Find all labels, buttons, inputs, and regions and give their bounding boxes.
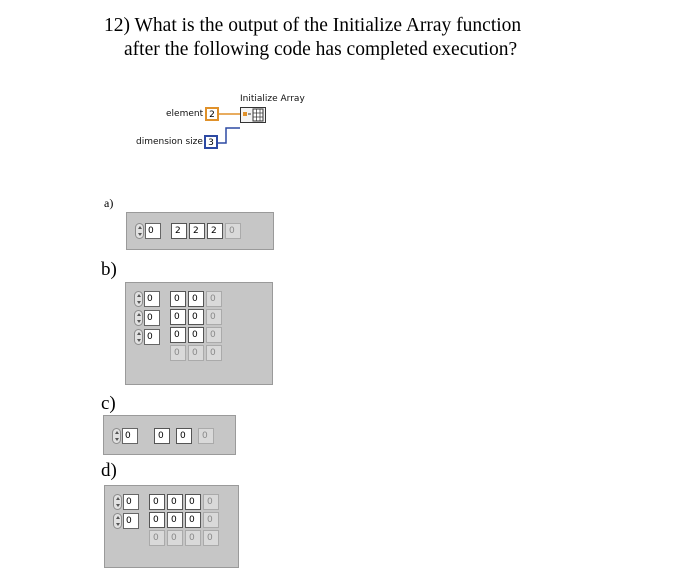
increment-decrement-icon[interactable]	[113, 513, 122, 529]
array-element[interactable]: 0	[170, 309, 186, 325]
array-element[interactable]: 0	[206, 309, 222, 325]
option-b-grid	[170, 291, 222, 361]
option-d-index	[113, 494, 139, 529]
option-c-index	[112, 428, 138, 444]
array-element[interactable]: 0	[167, 494, 183, 510]
index-value[interactable]: 0	[144, 329, 160, 345]
array-element[interactable]: 0	[170, 345, 186, 361]
option-b-array-panel	[125, 282, 273, 385]
element-constant[interactable]: 2	[205, 107, 219, 121]
array-element[interactable]: 0	[149, 530, 165, 546]
option-b-index	[134, 291, 160, 345]
question-text	[104, 14, 664, 62]
index-value[interactable]: 0	[144, 310, 160, 326]
index-control[interactable]	[113, 513, 139, 529]
array-element[interactable]: 0	[149, 512, 165, 528]
dimension-size-label: dimension size	[136, 137, 203, 147]
increment-decrement-icon[interactable]	[134, 329, 143, 345]
index-control[interactable]	[135, 223, 161, 239]
array-element[interactable]: 0	[206, 291, 222, 307]
array-element[interactable]: 0	[188, 291, 204, 307]
option-d-array-panel	[104, 485, 239, 568]
option-c-grid	[154, 428, 214, 444]
option-d-label: d)	[101, 460, 117, 481]
index-value[interactable]: 0	[123, 513, 139, 529]
increment-decrement-icon[interactable]	[134, 291, 143, 307]
option-a-array-panel	[126, 212, 274, 250]
array-element[interactable]: 0	[167, 512, 183, 528]
array-element[interactable]: 2	[207, 223, 223, 239]
option-a-label: a)	[104, 196, 114, 210]
array-element[interactable]: 0	[170, 327, 186, 343]
increment-decrement-icon[interactable]	[112, 428, 121, 444]
question-line-1: 12) What is the output of the Initialize Array function	[104, 15, 522, 36]
option-c-label: c)	[101, 393, 116, 414]
array-element[interactable]: 0	[185, 530, 201, 546]
increment-decrement-icon[interactable]	[134, 310, 143, 326]
dimension-size-constant[interactable]: 3	[204, 135, 218, 149]
wires	[218, 106, 244, 146]
option-a-grid	[171, 223, 241, 239]
array-element[interactable]: 0	[154, 428, 170, 444]
array-element[interactable]: 0	[198, 428, 214, 444]
index-control[interactable]	[134, 310, 160, 326]
array-element[interactable]: 0	[149, 494, 165, 510]
array-element[interactable]: 0	[188, 309, 204, 325]
increment-decrement-icon[interactable]	[113, 494, 122, 510]
index-value[interactable]: 0	[122, 428, 138, 444]
question-line-2: after the following code has completed execution?	[124, 39, 518, 60]
option-b-label: b)	[101, 259, 117, 280]
array-element[interactable]: 0	[167, 530, 183, 546]
option-c-array-panel	[103, 415, 236, 455]
index-control[interactable]	[113, 494, 139, 510]
array-element[interactable]: 0	[185, 494, 201, 510]
index-control[interactable]	[112, 428, 138, 444]
array-element[interactable]: 0	[203, 494, 219, 510]
index-value[interactable]: 0	[144, 291, 160, 307]
index-control[interactable]	[134, 291, 160, 307]
initialize-array-label: Initialize Array	[240, 94, 305, 104]
option-a-index	[135, 223, 161, 239]
array-element[interactable]: 2	[171, 223, 187, 239]
array-element[interactable]: 0	[203, 512, 219, 528]
index-control[interactable]	[134, 329, 160, 345]
array-element[interactable]: 0	[188, 327, 204, 343]
array-element[interactable]: 0	[206, 345, 222, 361]
option-d-grid	[149, 494, 219, 546]
array-element[interactable]: 0	[170, 291, 186, 307]
array-element[interactable]: 0	[206, 327, 222, 343]
array-element[interactable]: 2	[189, 223, 205, 239]
array-element[interactable]: 0	[188, 345, 204, 361]
increment-decrement-icon[interactable]	[135, 223, 144, 239]
array-element[interactable]: 0	[176, 428, 192, 444]
index-value[interactable]: 0	[145, 223, 161, 239]
element-label: element	[166, 109, 204, 119]
array-element[interactable]: 0	[203, 530, 219, 546]
index-value[interactable]: 0	[123, 494, 139, 510]
array-element[interactable]: 0	[225, 223, 241, 239]
array-element[interactable]: 0	[185, 512, 201, 528]
